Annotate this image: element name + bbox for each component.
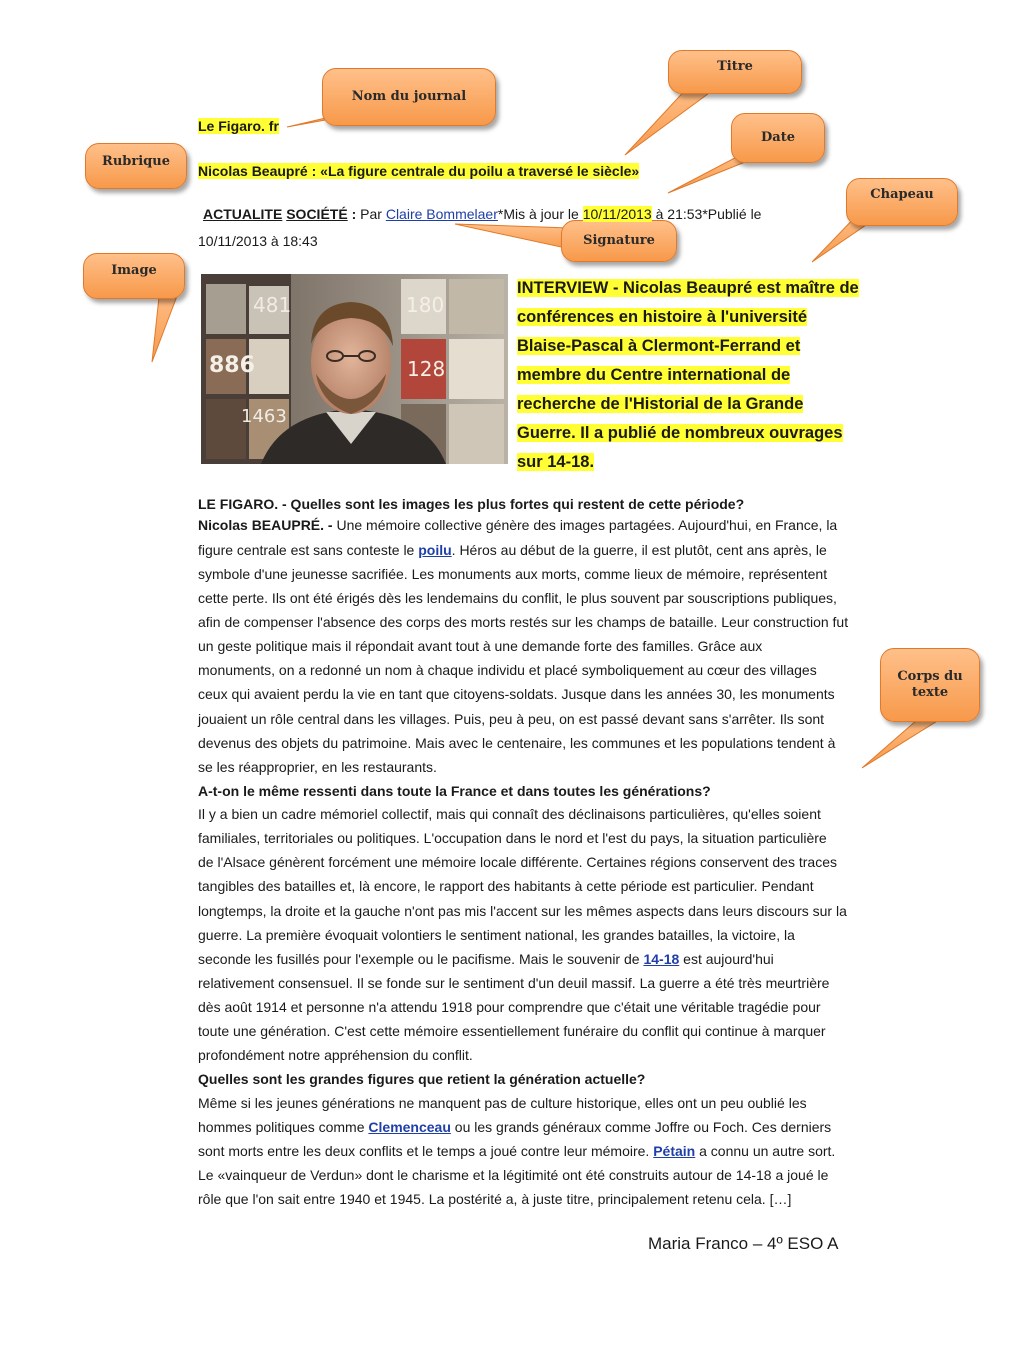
updated-prefix: *Mis à jour le <box>497 206 583 222</box>
callout-titre: Titre <box>668 50 802 94</box>
headline-text: Nicolas Beaupré : «La figure centrale du poilu a traversé le siècle» <box>198 163 640 179</box>
body-line: de l'Alsace génèrent forcément une mémoire locale différente. Certaines régions conservent des traces <box>198 854 837 870</box>
body-line: afin de compenser l'absence des corps des morts restés sur les champs de bataille. Leur construction fut <box>198 614 849 630</box>
chapeau-line: conférences en histoire à l'université <box>517 308 808 326</box>
link-petain[interactable]: Pétain <box>653 1143 696 1159</box>
body-line: monuments, on a redonné un nom à chaque individu et placé symboliquement au cœur des villages <box>198 662 817 678</box>
chapeau-line: Blaise-Pascal à Clermont-Ferrand et <box>517 337 801 355</box>
book-number-2: 180 <box>406 293 445 317</box>
link-14-18[interactable]: 14-18 <box>643 951 680 967</box>
book-number-3: 886 <box>209 353 255 378</box>
question-2: A-t-on le même ressenti dans toute la France et dans toutes les générations? <box>198 783 711 799</box>
body-line: cette perte. Ils ont été érigés dès les lendemains du conflit, le plus souvent par souscriptions publiques, <box>198 590 837 606</box>
author-link[interactable]: Claire Bommelaer <box>385 206 498 222</box>
body-line: tangibles des batailles et, là encore, le rapport des habitants à cette période est particulier. Pendant <box>198 878 814 894</box>
callout-corps-line2: texte <box>911 685 949 700</box>
updated-date: 10/11/2013 <box>582 206 652 222</box>
rubric-actualite[interactable]: ACTUALITE <box>203 206 283 222</box>
dateline <box>198 206 761 222</box>
book-number-5: 1463 <box>241 406 287 427</box>
body-line: un geste politique mais il répondait avant tout à une demande forte des familles. Grâce aux <box>198 638 763 654</box>
masthead <box>198 118 279 134</box>
callout-chapeau: Chapeau <box>846 178 958 226</box>
body-line: symbole d'une jeunesse sacrifiée. Les monuments aux morts, comme lieux de mémoire, représentent <box>198 566 828 582</box>
rubric-societe[interactable]: SOCIÉTÉ <box>286 206 348 222</box>
pointer-signature <box>455 224 575 250</box>
body-line: profondément notre appréhension du conflit. <box>198 1047 473 1063</box>
callout-signature: Signature <box>561 220 677 262</box>
pointer-titre <box>625 85 720 155</box>
body-line: ceux qui avaient perdu la vie en tant que citoyens-soldats. Jusque dans les années 30, les monuments <box>198 686 835 702</box>
rubric-colon: : <box>347 206 361 222</box>
speaker-label: Nicolas BEAUPRÉ. - <box>198 517 337 533</box>
body-line: relativement consensuel. Il se fonde sur le sentiment d'un deuil massif. La guerre a été très meurtrière <box>198 975 830 991</box>
callout-nom-du-journal: Nom du journal <box>322 68 496 126</box>
body-line: toute une génération. C'est cette mémoire essentiellement funéraire du conflit qui continue à marquer <box>198 1023 826 1039</box>
body-line: guerre. La première évoquait volontiers le sentiment national, les grandes batailles, la victoire, la <box>198 927 795 943</box>
chapeau-line: membre du Centre international de <box>517 366 791 384</box>
callout-image: Image <box>83 253 185 299</box>
question-1: LE FIGARO. - Quelles sont les images les plus fortes qui restent de cette période? <box>198 496 745 512</box>
body-line: Le «vainqueur de Verdun» dont le charisme et la légitimité ont été construits autour de 14-18 a joué le <box>198 1167 829 1183</box>
body-line: dès août 1914 et personne n'a attendu 1918 pour comprendre que c'était une véritable tragédie pour <box>198 999 821 1015</box>
updated-time: à 21:53*Publié le <box>651 206 762 222</box>
body-line: rôle que l'on sait entre 1940 et 1945. La postérité a, à juste titre, principalement retenu cela. […] <box>198 1191 792 1207</box>
body-line: devenus des objets du patrimoine. Mais avec le centenaire, les communes et les populations tendent à <box>198 735 836 751</box>
link-poilu[interactable]: poilu <box>418 542 452 558</box>
masthead-text: Le Figaro. fr <box>198 118 279 134</box>
callout-rubrique: Rubrique <box>85 143 187 189</box>
body-line: longtemps, la droite et la gauche n'ont pas mis l'accent sur les mêmes aspects dans leurs discours sur la <box>198 903 847 919</box>
body-line: se les réapproprier, en les restaurants. <box>198 759 437 775</box>
interview-photo <box>201 274 508 464</box>
question-3: Quelles sont les grandes figures que retient la génération actuelle? <box>198 1071 646 1087</box>
published-date: 10/11/2013 à 18:43 <box>198 233 318 249</box>
book-number-1: 481 <box>253 293 292 317</box>
callout-date: Date <box>731 113 825 163</box>
chapeau-line: sur 14-18. <box>517 453 595 471</box>
chapeau-line: Guerre. Il a publié de nombreux ouvrages <box>517 424 843 442</box>
headline <box>198 163 639 179</box>
body-line: jouaient un rôle central dans les villages. Puis, peu à peu, on est passé devant sans s'arrêter. Ils sont <box>198 711 825 727</box>
body-line: sont morts entre les deux conflits et le temps a joué contre leur mémoire. Pétain a connu un autre sort. <box>198 1143 836 1159</box>
chapeau-line: recherche de l'Historial de la Grande <box>517 395 804 413</box>
body-line: Même si les jeunes générations ne manquent pas de culture historique, elles ont un peu oublié les <box>198 1095 807 1111</box>
body-line: hommes politiques comme Clemenceau ou les grands généraux comme Joffre ou Foch. Ces derniers <box>198 1119 832 1135</box>
chapeau <box>517 274 862 477</box>
callout-corps-line1: Corps du <box>897 669 963 684</box>
body-line: seconde les fusillés pour l'exemple ou le pacifisme. Mais le souvenir de 14-18 est aujourd'hui <box>198 951 774 967</box>
chapeau-line: INTERVIEW - Nicolas Beaupré est maître de <box>517 279 859 297</box>
footer-credit: Maria Franco – 4º ESO A <box>648 1234 839 1253</box>
callout-corps-du-texte <box>880 648 980 722</box>
book-number-4: 128 <box>407 357 446 381</box>
link-clemenceau[interactable]: Clemenceau <box>368 1119 451 1135</box>
body-line: familiales, territoriales ou politiques. L'occupation dans le nord et l'est du pays, la situation particulière <box>198 830 827 846</box>
body-line: Il y a bien un cadre mémoriel collectif, mais qui connaît des déclinaisons particulières, qu'elles soient <box>198 806 821 822</box>
by-label: Par <box>360 206 386 222</box>
body-line: figure centrale est sans conteste le poilu. Héros au début de la guerre, il est plutôt, cent ans après, le <box>198 542 827 558</box>
body-line: Nicolas BEAUPRÉ. - Une mémoire collective génère des images partagées. Aujourd'hui, en France, la <box>198 517 838 533</box>
pointer-image <box>152 288 180 362</box>
